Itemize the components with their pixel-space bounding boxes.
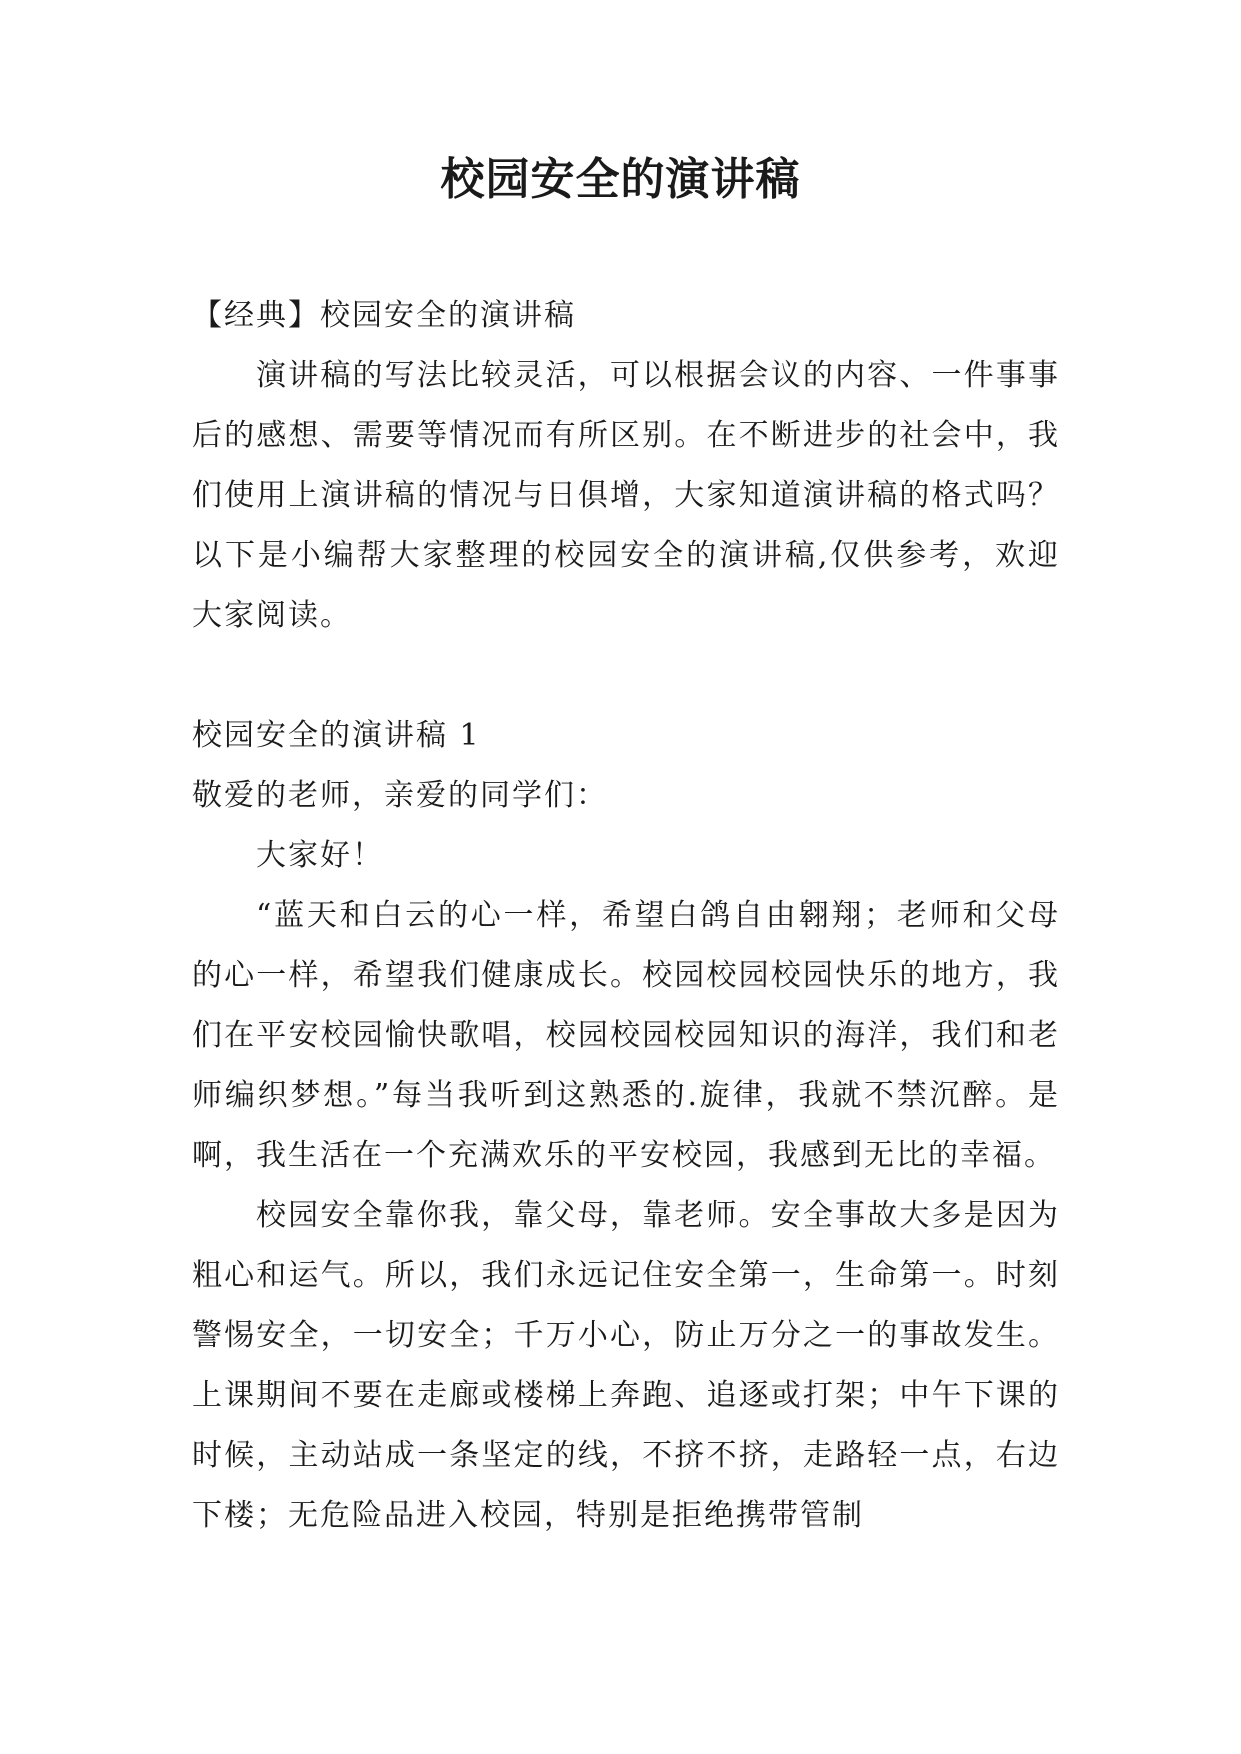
document-body <box>192 286 1060 1546</box>
heading-label: 【经典】校园安全的演讲稿 <box>192 298 576 333</box>
body-paragraph-1: “蓝天和白云的心一样，希望白鸽自由翱翔；老师和父母的心一样，希望我们健康成长。校园校园校园快乐的地方，我们在平安校园愉快歌唱，校园校园校园知识的海洋，我们和老师编织梦想。”每当我听到这熟悉的.旋律，我就不禁沉醉。是啊，我生活在一个充满欢乐的平安校园，我感到无比的幸福。 <box>192 898 1060 1173</box>
intro-paragraph: 演讲稿的写法比较灵活，可以根据会议的内容、一件事事后的感想、需要等情况而有所区别。在不断进步的社会中，我们使用上演讲稿的情况与日俱增，大家知道演讲稿的格式吗？以下是小编帮大家整理的校园安全的演讲稿,仅供参考，欢迎大家阅读。 <box>192 358 1060 633</box>
section-title: 校园安全的演讲稿 1 <box>192 718 481 753</box>
section-spacer <box>192 646 1060 706</box>
greeting: 大家好！ <box>256 838 384 873</box>
document-title: 校园安全的演讲稿 <box>440 154 801 205</box>
body-paragraph-2: 校园安全靠你我，靠父母，靠老师。安全事故大多是因为粗心和运气。所以，我们永远记住安全第一，生命第一。时刻警惕安全，一切安全；千万小心，防止万分之一的事故发生。上课期间不要在走廊或楼梯上奔跑、追逐或打架；中午下课的时候，主动站成一条坚定的线，不挤不挤，走路轻一点，右边下楼；无危险品进入校园，特别是拒绝携带管制 <box>192 1198 1060 1533</box>
salutation: 敬爱的老师，亲爱的同学们： <box>192 778 608 813</box>
